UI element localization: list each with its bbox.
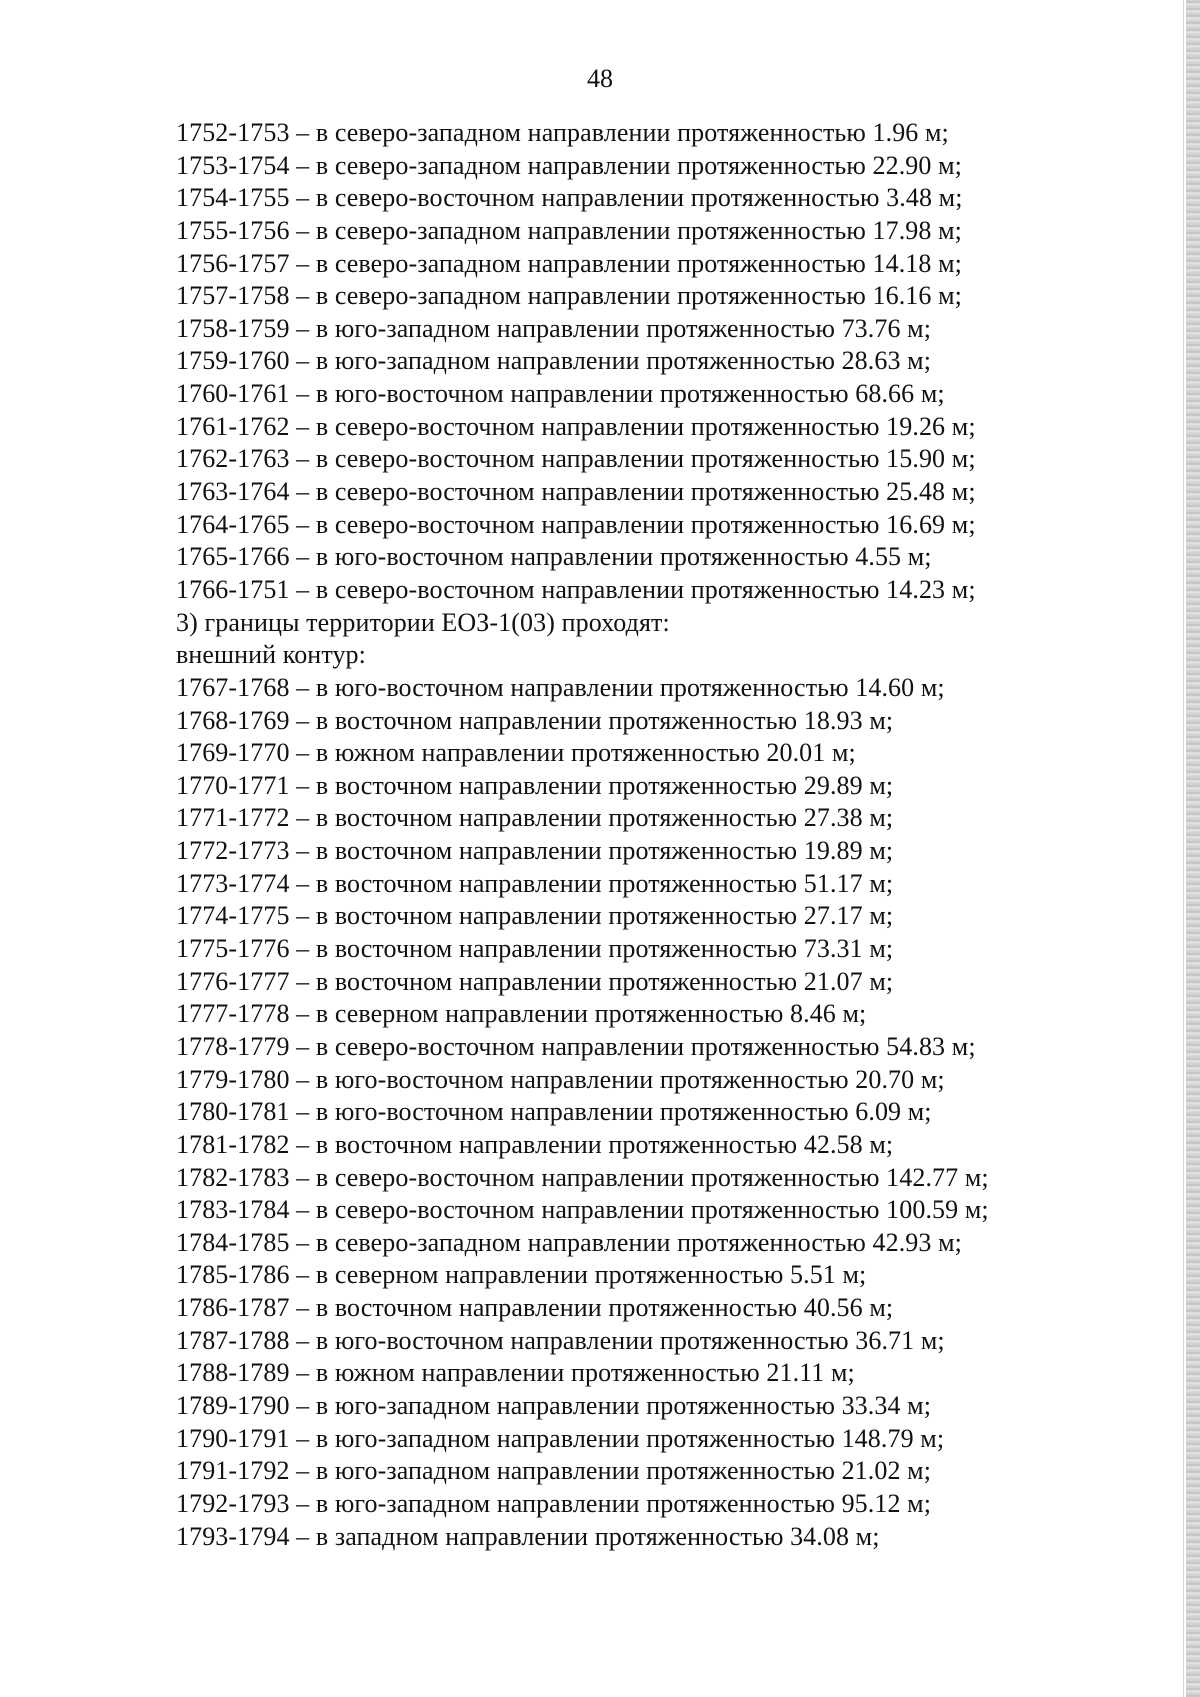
document-line: 1777-1778 – в северном направлении протяженностью 8.46 м; [176,999,867,1029]
scan-edge [1186,0,1200,1697]
document-line: 1786-1787 – в восточном направлении протяженностью 40.56 м; [176,1293,894,1323]
document-line: 1764-1765 – в северо-восточном направлении протяженностью 16.69 м; [176,509,976,539]
document-line: 1774-1775 – в восточном направлении протяженностью 27.17 м; [176,901,894,931]
document-line: 1784-1785 – в северо-западном направлении протяженностью 42.93 м; [176,1227,962,1257]
document-line: внешний контур: [176,640,366,670]
document-line: 1757-1758 – в северо-западном направлении протяженностью 16.16 м; [176,281,962,311]
document-line: 1753-1754 – в северо-западном направлении протяженностью 22.90 м; [176,150,962,180]
document-line: 1787-1788 – в юго-восточном направлении протяженностью 36.71 м; [176,1325,945,1355]
document-line: 3) границы территории ЕОЗ-1(03) проходят: [176,607,670,637]
document-line: 1766-1751 – в северо-восточном направлении протяженностью 14.23 м; [176,574,976,604]
document-line: 1765-1766 – в юго-восточном направлении протяженностью 4.55 м; [176,542,932,572]
document-line: 1783-1784 – в северо-восточном направлении протяженностью 100.59 м; [176,1195,989,1225]
document-line: 1760-1761 – в юго-восточном направлении протяженностью 68.66 м; [176,379,945,409]
document-line: 1769-1770 – в южном направлении протяженностью 20.01 м; [176,738,856,768]
document-line: 1792-1793 – в юго-западном направлении протяженностью 95.12 м; [176,1488,932,1518]
document-line: 1788-1789 – в южном направлении протяженностью 21.11 м; [176,1358,855,1388]
document-line: 1791-1792 – в юго-западном направлении протяженностью 21.02 м; [176,1456,932,1486]
scan-edge-line [1183,0,1184,1697]
document-line: 1756-1757 – в северо-западном направлении протяженностью 14.18 м; [176,248,962,278]
document-line: 1790-1791 – в юго-западном направлении протяженностью 148.79 м; [176,1423,945,1453]
document-line: 1754-1755 – в северо-восточном направлении протяженностью 3.48 м; [176,183,963,213]
document-line: 1758-1759 – в юго-западном направлении протяженностью 73.76 м; [176,313,932,343]
document-line: 1761-1762 – в северо-восточном направлении протяженностью 19.26 м; [176,411,976,441]
document-line: 1789-1790 – в юго-западном направлении протяженностью 33.34 м; [176,1390,932,1420]
document-line: 1773-1774 – в восточном направлении протяженностью 51.17 м; [176,868,894,898]
document-line: 1762-1763 – в северо-восточном направлении протяженностью 15.90 м; [176,444,976,474]
document-line: 1763-1764 – в северо-восточном направлении протяженностью 25.48 м; [176,477,976,507]
document-line: 1772-1773 – в восточном направлении протяженностью 19.89 м; [176,836,894,866]
document-line: 1770-1771 – в восточном направлении протяженностью 29.89 м; [176,770,894,800]
document-line: 1771-1772 – в восточном направлении протяженностью 27.38 м; [176,803,894,833]
document-line: 1752-1753 – в северо-западном направлении протяженностью 1.96 м; [176,118,949,147]
document-line: 1779-1780 – в юго-восточном направлении протяженностью 20.70 м; [176,1064,945,1094]
document-line: 1793-1794 – в западном направлении протяженностью 34.08 м; [176,1521,880,1551]
document-line: 1776-1777 – в восточном направлении протяженностью 21.07 м; [176,966,894,996]
document-line: 1767-1768 – в юго-восточном направлении протяженностью 14.60 м; [176,672,945,702]
document-line: 1780-1781 – в юго-восточном направлении протяженностью 6.09 м; [176,1097,932,1127]
document-line: 1781-1782 – в восточном направлении протяженностью 42.58 м; [176,1129,894,1159]
document-line: 1778-1779 – в северо-восточном направлении протяженностью 54.83 м; [176,1031,976,1061]
document-line: 1759-1760 – в юго-западном направлении протяженностью 28.63 м; [176,346,932,376]
document-line: 1785-1786 – в северном направлении протяженностью 5.51 м; [176,1260,867,1290]
page-number: 48 [587,64,613,93]
document-line: 1775-1776 – в восточном направлении протяженностью 73.31 м; [176,934,894,964]
document-line: 1782-1783 – в северо-восточном направлении протяженностью 142.77 м; [176,1162,989,1192]
document-body [176,117,1076,1553]
document-line: 1755-1756 – в северо-западном направлении протяженностью 17.98 м; [176,215,962,245]
document-line: 1768-1769 – в восточном направлении протяженностью 18.93 м; [176,705,894,735]
